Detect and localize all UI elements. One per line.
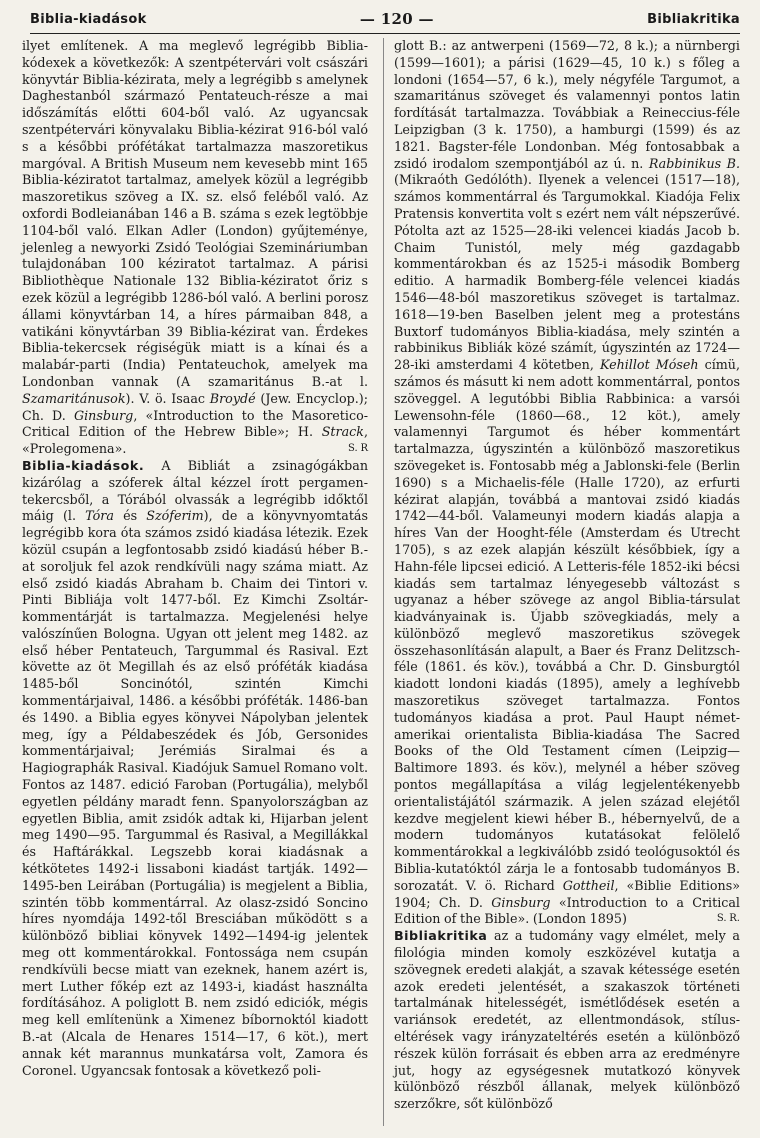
header-rule (30, 33, 740, 34)
author-signature: S. R. (716, 913, 740, 925)
header-right-keyword: Bibliakritika (647, 11, 740, 27)
running-header (30, 8, 740, 30)
header-left-keyword: Biblia-kiadások (30, 11, 147, 27)
column-divider (383, 38, 384, 1126)
entry-headword: Bibliakritika (394, 928, 488, 944)
author-signature: S. R (348, 443, 368, 455)
right-paragraph-1: glott B.: az antwerpeni (1569—72, 8 k.); a nürnbergi (1599—1601); a párisi (1629—45, 10 k.) s főleg a londoni (1654—57, 6 k.), mely négyféle Targumot, a szamaritánus szöveget és valamennyi pontos latin fordítását tartalmazza. Továbbiak a Reineccius-féle Leipzigban (3 k. 1750), a hamburgi (1599) és az 1821. Bagster-féle Londonban. Még fontosabbak a zsidó irodalom szempontjából az ú. n. Rabbinikus B. (Mikraóth Gedólóth). Ilyenek a velencei (1517—18), számos kommentárral és Targumokkal. Kiadója Felix Pratensis konvertita volt s ezért nem vált népszerűvé. Pótolta azt az 1525—28-iki velencei kiadás Jacob b. Chaim Tunistól, mely még gazdagabb kommentárokban és az 1525-i második Bomberg editio. A harmadik Bomberg-féle velencei kiadás 1546—48-ból maszoretikus szöveget is tartalmaz. 1618—19-ben Baselben jelent meg a protestáns Buxtorf tudományos Biblia-kiadása, mely szintén a rabbinikus Bibliák közé számít, úgyszintén az 1724—28-iki amsterdami 4 kötetben, Kehillot Móseh címü, számos és másutt ki nem adott kommentárral, pontos szöveggel. A legutóbbi Biblia Rabbinica: a varsói Lewensohn-féle (1860—68., 12 köt.), amely valamennyi Targumot és héber kommentárt tartalmazza, úgyszintén a különböző maszoretikus szövegeket is. Fontosabb még a Jablonski-fele (Berlin 1690) s a Michaelis-féle (Halle 1720), az erfurti kézirat alapján, továbbá a mantovai zsidó kiadás 1742—44-ből. Valameunyi modern kiadás alapja a híres Van der Hooght-féle (Amsterdam és Utrecht 1705), s az ezek alapján készült későbbiek, így a Hahn-féle lipcsei edició. A Letteris-féle 1852-iki bécsi kiadás sem tartalmaz lényegesebb változást s ugyanaz a héber szövege az angol Biblia-társulat kiadványainak is. Újabb szövegkiadás, mely a különböző meglevő maszoretikus szövegek összehasonlításán alapult, a Baer és Franz Delitzsch-féle (1861. és köv.), továbbá a Chr. D. Ginsburgtól kiadott londoni kiadás (1895), amely a leghívebb maszoretikus szöveget tartalmazza. Fontos tudományos kiadása a prot. Paul Haupt német-amerikai orientalista Biblia-kiadása The Sacred Books of the Old Testament címen (Leipzig—Baltimore 1893. és köv.), melynél a héber szöveg pontos megállapítása a világ legjelentékenyebb orientalistájától származik. A jelen század elejétől kezdve megjelent kiewi héber B., hébernyelvű, de a modern tudományos kutatásokat felölelő kommentárokkal a legkiválóbb zsidó teológusoktól és Biblia-kutatóktól zárja le a fontosabb tudományos B. sorozatát. V. ö. Richard Gottheil, «Biblie Editions» 1904; Ch. D. Ginsburg «Introduction to a Critical Edition of the Bible». (London 1895) S. R. (394, 38, 740, 927)
entry-headword: Biblia-kiadások. (22, 457, 145, 473)
left-paragraph-1: ilyet említenek. A ma meglevő legrégibb Biblia-kódexek a következők: A szentpétervári volt császári könyvtár Biblia-kézirata, mely a legrégibb s amelynek Daghestanból származó Pentateuch-része a mai időszámítás előtti 604-ből való. Az ugyancsak szentpétervári könyvalaku Biblia-kézirat 916-ból való s a későbbi prófétákat tartalmazza maszoretikus margóval. A British Museum nem kevesebb mint 165 Biblia-kéziratot tartalmaz, amelyek közül a legrégibb maszoretikus szöveg a IX. sz. első feléből való. Az oxfordi Bodleianában 146 a B. száma s ezek legtöbbje 1104-ből való. Elkan Adler (London) gyűjteménye, jelenleg a newyorki Zsidó Teológiai Szemináriumban tulajdonában 100 kéziratot tartalmaz. A párisi Bibliothèque Nationale 132 Biblia-kéziratot őriz s ezek közül a legrégibb 1286-ból való. A berlini porosz állami könyvtárban 14, a híres pármaiban 848, a vatikáni könyvtárban 39 Biblia-kézirat van. Érdekes Biblia-tekercsek régiségük miatt is a kínai és a malabár-parti (India) Pentateuchok, amelyek ma Londonban vannak (A szamaritánus B.-at l. Szamaritánusok). V. ö. Isaac Broydé (Jew. Encyclop.); Ch. D. Ginsburg, «Introduction to the Masoretico-Critical Edition of the Hebrew Bible»; H. Strack, «Prolegomena». S. R (22, 38, 368, 457)
left-column (22, 38, 368, 1079)
entry-biblia-kiadasok: Biblia-kiadások. A Bibliát a zsinagógákban kizárólag a szóferek által kézzel írott pergamen-tekercsből, a Tórából olvassák a legrégibb időktől máig (l. Tóra és Szóferim), de a könyvnyomtatás legrégibb kora óta számos zsidó kiadása létezik. Ezek közül csupán a legfontosabb zsidó kiadású héber B.-at soroljuk fel azok rendkívüli nagy száma miatt. Az első zsidó kiadás Abraham b. Chaim dei Tintori v. Pinti Bibliája volt 1477-ből. Ez Kimchi Zsoltár-kommentárját is tartalmazza. Megjelenési helye valószínűen Bologna. Ugyan ott jelent meg 1482. az első héber Pentateuch, Targummal és Rasival. Ezt követte az öt Megillah és az első próféták kiadása 1485-ből Soncinótól, szintén Kimchi kommentárjaival, 1486. a későbbi próféták. 1486-ban és 1490. a Biblia egyes könyvei Nápolyban jelentek meg, így a Példabeszédek és Jób, Gersonides kommentárjaival; Jerémiás Siralmai és a Hagiographák Rasival. Kiadójuk Samuel Romano volt. Fontos az 1487. edició Faroban (Portugália), melyből egyetlen példány maradt fenn. Spanyolországban az egyetlen Biblia, amit zsidók adtak ki, Hijarban jelent meg 1490—95. Targummal és Rasival, a Megillákkal és Haftárákkal. Legszebb korai kiadásnak a kétkötetes 1492-i lissaboni kiadást tartják. 1492—1495-ben Leirában (Portugália) is megjelent a Biblia, szintén több kommentárral. Az olasz-zsidó Soncino híres nyomdája 1492-től Bresciában működött s a különböző bibliai könyvek 1492—1494-ig jelentek meg ott kommentárokkal. Fontossága nem csupán rendkívüli becse miatt van ezeknek, hanem azért is, mert Luther főkép ezt az 1493-i, kiadást használta fordításához. A poliglott B. nem zsidó ediciók, mégis meg kell említenünk a Ximenez bíbornoktól kiadott B.-at (Alcala de Henares 1514—17, 6 köt.), mert annak két marannus munkatársa volt, Zamora és Coronel. Ugyancsak fontosak a következő poli- (22, 457, 368, 1078)
right-column (394, 38, 740, 1113)
page-number: — 120 — (359, 10, 434, 28)
entry-bibliakritika: Bibliakritika az a tudomány vagy elmélet, mely a filológia minden komoly eszközével kutatja a szövegnek eredeti alakját, a szavak kétessége esetén azok eredeti jelentését, a szakaszok történeti tartalmának hitelességét, ismétlődések esetén a variánsok eredetét, az ellentmondások, stílus-eltérések vagy irányzateltérés esetén a különböző részek külön forrásait és ebben arra az eredményre jut, hogy az egységesnek mutatkozó könyvek különböző részből állanak, melyek különböző szerzőkre, sőt különböző (394, 928, 740, 1112)
